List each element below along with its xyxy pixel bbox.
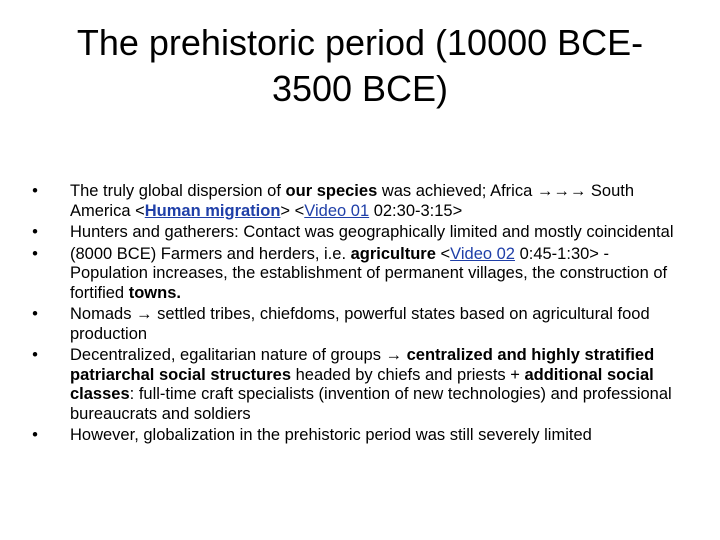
bullet-3-bold-agriculture: agriculture [350, 244, 436, 263]
bullet-3-text-a: (8000 BCE) Farmers and herders, i.e. [70, 244, 351, 263]
bullet-6-text: However, globalization in the prehistoric period was still severely limited [70, 426, 592, 444]
bullet-5-bold-classes: additional social classes [70, 365, 654, 403]
bullet-item-3 [28, 245, 688, 304]
bullet-icon: • [32, 426, 38, 444]
bullet-icon: • [32, 182, 38, 200]
bullet-5-bold-structures: centralized and highly stratified patriarchal social structures [70, 346, 655, 384]
bullet-5-text-c: : full-time craft specialists (invention of new technologies) and professional bureaucrats and soldiers [70, 385, 672, 423]
bullet-5-text-b: headed by chiefs and priests + [291, 365, 525, 384]
bullet-2-text: Hunters and gatherers: Contact was geographically limited and mostly coincidental [70, 223, 674, 241]
bullet-item-4 [28, 305, 688, 344]
video-02-link[interactable]: Video 02 [450, 244, 515, 263]
bullet-icon: • [32, 244, 38, 263]
bullet-list [28, 182, 688, 448]
bullet-3-bold-towns: towns. [128, 283, 181, 302]
bullet-item-2 [28, 223, 688, 243]
bullet-item-6 [28, 426, 688, 446]
bullet-item-5 [28, 346, 688, 424]
bullet-3-text-b: < [435, 244, 451, 263]
bullet-1-bold-species: our species [285, 182, 378, 200]
bullet-1-text-a: The truly global dispersion of [70, 182, 286, 200]
bullet-1-text-b: was achieved; Africa →→→ South America < [70, 182, 635, 220]
bullet-1-text-c: > < [280, 201, 305, 220]
video-01-link[interactable]: Video 01 [304, 201, 370, 220]
slide-title-line-2: 3500 BCE) [271, 68, 449, 109]
slide-title-line-1: The prehistoric period (10000 BCE- [76, 22, 644, 63]
slide-title [40, 20, 680, 112]
bullet-icon: • [32, 305, 38, 323]
bullet-4-text: Nomads → settled tribes, chiefdoms, powerful states based on agricultural food production [70, 305, 650, 343]
bullet-icon: • [32, 346, 38, 364]
bullet-icon: • [32, 223, 38, 241]
bullet-item-1 [28, 182, 688, 221]
human-migration-link[interactable]: Human migration [144, 201, 281, 220]
bullet-1-text-d: 02:30-3:15> [369, 201, 463, 220]
bullet-3-text-c: 0:45-1:30> - Population increases, the establishment of permanent villages, the construction of fortified [70, 244, 668, 302]
bullet-5-text-a: Decentralized, egalitarian nature of groups → [70, 346, 407, 364]
